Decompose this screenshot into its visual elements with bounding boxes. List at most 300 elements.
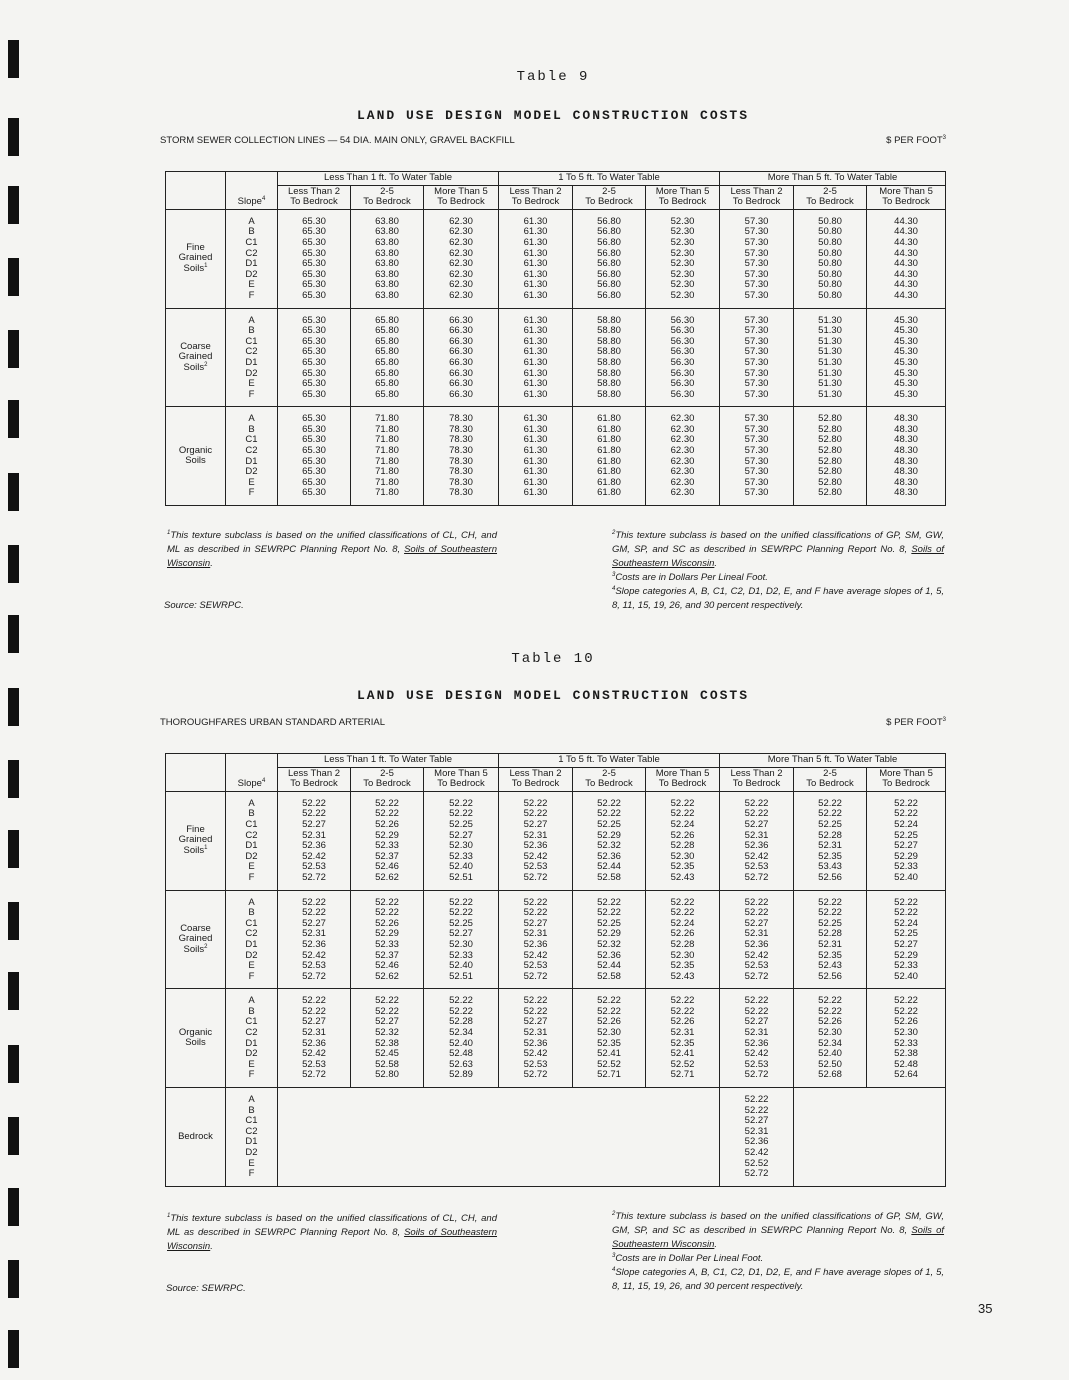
registration-marks [8, 0, 22, 1380]
cost-value: 44.30 [894, 258, 918, 270]
slope-label: C1 [245, 1115, 258, 1127]
cost-value: 44.30 [894, 289, 918, 301]
cost-value: 52.35 [670, 861, 695, 873]
soil-section-row [166, 308, 946, 407]
table-10-footnote-4: $^4$Slope categories A, B, C1, C2, D1, D2, E, and F have average slopes of 1, 5, 8, 11, 15, 19, 26, and 30 percent respectively. [612, 1266, 944, 1292]
table-9-subtitle: STORM SEWER COLLECTION LINES — 54 DIA. MAIN ONLY, GRAVEL BACKFILL [160, 135, 515, 146]
cost-value: 52.22 [744, 896, 769, 908]
cost-value: 62.30 [449, 289, 473, 301]
cost-values-cell [720, 791, 794, 890]
soil-type-label: Fine Grained Soils$^1$ [166, 791, 226, 890]
cost-value: 65.30 [302, 289, 326, 301]
cost-value: 52.43 [818, 960, 842, 972]
cost-value: 52.36 [523, 840, 548, 852]
slope-label: A [248, 797, 255, 809]
cost-value: 52.36 [597, 850, 621, 862]
cost-values-cell [499, 407, 573, 506]
cost-value: 52.72 [523, 871, 548, 883]
cost-value: 66.30 [449, 335, 473, 347]
cost-value: 62.30 [670, 445, 695, 457]
cost-value: 61.80 [597, 434, 621, 446]
slope-label: C1 [245, 335, 258, 347]
table-9-footnote-4: $^4$Slope categories A, B, C1, C2, D1, D2, E, and F have average slopes of 1, 5, 8, 11, 15, 19, 26, and 30 percent respectively. [612, 585, 944, 611]
cost-values-cell [424, 308, 499, 407]
cost-value: 52.62 [375, 871, 399, 883]
cost-values-cell [499, 989, 573, 1088]
cost-value: 61.30 [523, 335, 548, 347]
cost-value: 52.37 [375, 949, 399, 961]
cost-value: 52.27 [744, 818, 769, 830]
bedrock-depth-header: More Than 5 To Bedrock [424, 767, 499, 791]
cost-values-cell [351, 791, 424, 890]
cost-value: 52.24 [670, 818, 695, 830]
cost-value: 52.36 [302, 840, 326, 852]
cost-value: 66.30 [449, 367, 473, 379]
cost-value: 52.33 [375, 840, 399, 852]
cost-value: 61.30 [523, 476, 548, 488]
cost-value: 78.30 [449, 413, 473, 425]
table-10-unit: $ PER FOOT$^3$ [886, 716, 946, 728]
cost-value: 52.64 [894, 1069, 918, 1081]
cost-value: 52.33 [894, 960, 918, 972]
slope-label: B [248, 325, 255, 337]
cost-values-cell [351, 209, 424, 308]
cost-value: 52.22 [670, 907, 695, 919]
cost-value: 61.30 [523, 268, 548, 280]
cost-value: 63.80 [375, 236, 399, 248]
slope-label: F [248, 487, 255, 499]
cost-value: 52.43 [670, 970, 695, 982]
cost-value: 52.30 [670, 268, 695, 280]
water-table-group-header: Less Than 1 ft. To Water Table [278, 754, 499, 768]
table-9-footnote-2: $^2$This texture subclass is based on the unified classifications of GP, SM, GW, GM, SP, and SC as described in SEWRPC Planning Report No. 8, Soils of Southeastern Wisconsin. [612, 529, 945, 569]
cost-value: 52.22 [670, 1005, 695, 1017]
cost-value: 52.30 [670, 289, 695, 301]
cost-value: 56.30 [670, 314, 695, 326]
cost-value: 57.30 [744, 335, 769, 347]
cost-value: 65.30 [302, 325, 326, 337]
cost-value: 61.30 [523, 314, 548, 326]
cost-value: 61.30 [523, 445, 548, 457]
cost-value: 65.30 [302, 268, 326, 280]
cost-values-cell [794, 308, 867, 407]
slope-categories [226, 890, 278, 989]
slope-categories [226, 407, 278, 506]
cost-value: 71.80 [375, 413, 399, 425]
cost-value: 52.28 [818, 928, 842, 940]
cost-value: 52.38 [894, 1048, 918, 1060]
cost-value: 52.42 [302, 850, 326, 862]
slope-header-placeholder [226, 172, 278, 210]
cost-value: 52.22 [523, 808, 548, 820]
bedrock-depth-header: Less Than 2 To Bedrock [499, 767, 573, 791]
cost-value: 61.30 [523, 378, 548, 390]
cost-value: 65.80 [375, 388, 399, 400]
cost-values-cell [573, 407, 646, 506]
slope-label: C2 [245, 1125, 258, 1137]
cost-value: 52.22 [523, 995, 548, 1007]
cost-value: 50.80 [818, 247, 842, 259]
cost-value: 52.26 [670, 1016, 695, 1028]
cost-value: 52.33 [894, 1037, 918, 1049]
cost-values-cell [424, 407, 499, 506]
cost-value: 57.30 [744, 434, 769, 446]
cost-value: 45.30 [894, 367, 918, 379]
cost-value: 52.33 [375, 938, 399, 950]
cost-value: 61.30 [523, 226, 548, 238]
slope-label: B [248, 423, 255, 435]
cost-value: 50.80 [818, 289, 842, 301]
cost-value: 52.22 [818, 995, 842, 1007]
cost-value: 52.25 [449, 917, 473, 929]
cost-value: 51.30 [818, 356, 842, 368]
cost-value: 61.80 [597, 413, 621, 425]
cost-value: 52.29 [597, 928, 621, 940]
bedrock-depth-header: 2-5 To Bedrock [351, 767, 424, 791]
water-table-group-header: More Than 5 ft. To Water Table [720, 172, 946, 186]
cost-value: 78.30 [449, 476, 473, 488]
cost-value: 52.27 [744, 917, 769, 929]
soil-header-cell [166, 754, 226, 792]
water-table-group-header: 1 To 5 ft. To Water Table [499, 172, 720, 186]
cost-value: 52.22 [375, 907, 399, 919]
cost-value: 52.22 [670, 896, 695, 908]
bedrock-depth-header: 2-5 To Bedrock [351, 185, 424, 209]
cost-value: 78.30 [449, 434, 473, 446]
cost-values-cell [499, 308, 573, 407]
cost-value: 52.42 [302, 949, 326, 961]
cost-value: 52.80 [818, 434, 842, 446]
cost-value: 52.53 [302, 1058, 326, 1070]
cost-value: 48.30 [894, 476, 918, 488]
cost-value: 52.40 [894, 871, 918, 883]
cost-values-cell [424, 890, 499, 989]
cost-value: 52.40 [449, 1037, 473, 1049]
cost-value: 63.80 [375, 258, 399, 270]
slope-label: F [248, 289, 255, 301]
bedrock-depth-header: More Than 5 To Bedrock [646, 185, 720, 209]
cost-value: 61.30 [523, 258, 548, 270]
cost-value: 52.41 [597, 1048, 621, 1060]
cost-value: 58.80 [597, 388, 621, 400]
slope-header: Slope$^4$ [237, 196, 266, 208]
cost-value: 52.22 [744, 995, 769, 1007]
cost-value: 52.80 [818, 487, 842, 499]
cost-value: 50.80 [818, 215, 842, 227]
table-10-source: Source: SEWRPC. [166, 1283, 246, 1294]
cost-value: 58.80 [597, 367, 621, 379]
slope-label: D2 [245, 949, 258, 961]
bedrock-depth-header: 2-5 To Bedrock [794, 767, 867, 791]
cost-value: 52.22 [894, 797, 918, 809]
cost-values-cell [499, 890, 573, 989]
cost-value: 52.29 [375, 928, 399, 940]
cost-value: 56.30 [670, 378, 695, 390]
cost-value: 52.27 [302, 1016, 326, 1028]
bedrock-depth-header: More Than 5 To Bedrock [646, 767, 720, 791]
registration-mark [8, 400, 19, 438]
cost-value: 52.27 [302, 818, 326, 830]
cost-value: 57.30 [744, 356, 769, 368]
cost-value: 65.30 [302, 236, 326, 248]
slope-label: C2 [245, 928, 258, 940]
cost-value: 52.72 [744, 970, 769, 982]
slope-label: D2 [245, 466, 258, 478]
cost-value: 52.28 [818, 829, 842, 841]
soil-section-row [166, 1088, 946, 1187]
slope-label: E [248, 960, 255, 972]
cost-value: 52.31 [302, 928, 326, 940]
cost-value: 52.43 [670, 871, 695, 883]
cost-value: 52.72 [302, 1069, 326, 1081]
slope-label: A [248, 215, 255, 227]
cost-value: 52.31 [302, 1027, 326, 1039]
cost-value: 52.30 [670, 236, 695, 248]
table-9-number: Table 9 [516, 69, 590, 85]
slope-categories [226, 1088, 278, 1187]
cost-value: 52.80 [375, 1069, 399, 1081]
cost-value: 52.30 [670, 850, 695, 862]
cost-value: 65.80 [375, 314, 399, 326]
table-10-subtitle: THOROUGHFARES URBAN STANDARD ARTERIAL [160, 717, 386, 728]
cost-values-cell [867, 791, 946, 890]
cost-value: 52.31 [744, 829, 769, 841]
cost-value: 57.30 [744, 215, 769, 227]
slope-label: E [248, 378, 255, 390]
cost-value: 78.30 [449, 445, 473, 457]
cost-value: 50.80 [818, 226, 842, 238]
registration-mark [8, 545, 19, 583]
cost-value: 52.29 [894, 850, 918, 862]
cost-value: 52.22 [449, 1005, 473, 1017]
registration-mark [8, 1117, 19, 1155]
slope-label: D2 [245, 367, 258, 379]
cost-value: 52.26 [894, 1016, 918, 1028]
cost-values-cell [794, 989, 867, 1088]
bedrock-depth-header: More Than 5 To Bedrock [867, 767, 946, 791]
soil-header-cell [166, 172, 226, 210]
cost-value: 52.36 [302, 938, 326, 950]
cost-value: 66.30 [449, 314, 473, 326]
cost-values-cell [867, 989, 946, 1088]
cost-value: 52.72 [523, 1069, 548, 1081]
table-10 [165, 753, 946, 1187]
cost-value: 52.53 [744, 861, 769, 873]
cost-value: 61.30 [523, 236, 548, 248]
cost-value: 52.53 [302, 960, 326, 972]
cost-value: 44.30 [894, 247, 918, 259]
cost-value: 52.26 [375, 917, 399, 929]
cost-value: 65.80 [375, 378, 399, 390]
cost-value: 58.80 [597, 314, 621, 326]
cost-value: 52.33 [449, 949, 473, 961]
cost-value: 52.41 [670, 1048, 695, 1060]
cost-value: 52.22 [744, 808, 769, 820]
cost-value: 71.80 [375, 455, 399, 467]
cost-value: 52.27 [302, 917, 326, 929]
cost-value: 50.80 [818, 258, 842, 270]
cost-value: 52.22 [449, 797, 473, 809]
slope-label: D1 [245, 938, 258, 950]
cost-value: 61.80 [597, 466, 621, 478]
water-table-group-header: 1 To 5 ft. To Water Table [499, 754, 720, 768]
cost-value: 52.31 [523, 829, 548, 841]
cost-value: 61.30 [523, 367, 548, 379]
cost-value: 61.30 [523, 325, 548, 337]
slope-label: B [248, 1104, 255, 1116]
cost-value: 52.46 [375, 960, 399, 972]
cost-value: 52.63 [449, 1058, 473, 1070]
cost-value: 65.80 [375, 325, 399, 337]
cost-value: 61.30 [523, 388, 548, 400]
cost-value: 52.22 [597, 1005, 621, 1017]
slope-label: D2 [245, 1048, 258, 1060]
slope-label: C1 [245, 1016, 258, 1028]
cost-value: 52.30 [818, 1027, 842, 1039]
cost-value: 51.30 [818, 325, 842, 337]
cost-value: 52.22 [818, 808, 842, 820]
cost-value: 52.56 [818, 970, 842, 982]
cost-value: 58.80 [597, 346, 621, 358]
cost-value: 52.36 [744, 840, 769, 852]
cost-value: 44.30 [894, 226, 918, 238]
soil-type-label: Fine Grained Soils$^1$ [166, 209, 226, 308]
cost-value: 52.22 [744, 907, 769, 919]
cost-value: 52.25 [818, 917, 842, 929]
slope-label: C1 [245, 917, 258, 929]
cost-value: 61.30 [523, 215, 548, 227]
cost-values-cell [351, 407, 424, 506]
cost-value: 56.80 [597, 279, 621, 291]
cost-value: 56.30 [670, 346, 695, 358]
cost-value: 66.30 [449, 388, 473, 400]
cost-value: 52.52 [744, 1157, 769, 1169]
registration-mark [8, 40, 19, 78]
cost-value: 52.22 [744, 1104, 769, 1116]
cost-value: 52.30 [449, 840, 473, 852]
cost-value: 63.80 [375, 247, 399, 259]
soil-section-row [166, 407, 946, 506]
cost-value: 58.80 [597, 335, 621, 347]
cost-value: 45.30 [894, 335, 918, 347]
slope-categories [226, 791, 278, 890]
cost-values-cell [278, 791, 351, 890]
cost-value: 52.22 [449, 896, 473, 908]
cost-values-cell [794, 209, 867, 308]
cost-value: 52.25 [894, 829, 918, 841]
cost-value: 52.22 [597, 995, 621, 1007]
cost-value: 52.26 [597, 1016, 621, 1028]
column-header-row [166, 767, 946, 791]
slope-label: E [248, 279, 255, 291]
cost-value: 62.30 [449, 247, 473, 259]
cost-value: 52.30 [670, 226, 695, 238]
cost-value: 51.30 [818, 388, 842, 400]
cost-value: 57.30 [744, 367, 769, 379]
cost-value: 57.30 [744, 226, 769, 238]
registration-mark [8, 473, 19, 511]
cost-value: 52.30 [670, 949, 695, 961]
cost-value: 52.22 [597, 797, 621, 809]
cost-value: 57.30 [744, 325, 769, 337]
slope-header-placeholder [226, 754, 278, 792]
registration-mark [8, 902, 19, 940]
cost-value: 65.30 [302, 226, 326, 238]
slope-label: F [248, 1168, 255, 1180]
cost-value: 52.31 [523, 928, 548, 940]
slope-label: E [248, 861, 255, 873]
cost-value: 52.72 [523, 970, 548, 982]
cost-value: 61.80 [597, 487, 621, 499]
cost-value: 62.30 [449, 279, 473, 291]
slope-label: B [248, 907, 255, 919]
cost-value: 52.27 [449, 829, 473, 841]
cost-value: 52.42 [744, 1048, 769, 1060]
cost-value: 52.31 [744, 928, 769, 940]
cost-value: 57.30 [744, 346, 769, 358]
bedrock-depth-header: Less Than 2 To Bedrock [499, 185, 573, 209]
cost-value: 52.26 [818, 1016, 842, 1028]
cost-value: 52.32 [597, 938, 621, 950]
cost-value: 56.80 [597, 247, 621, 259]
slope-header: Slope$^4$ [237, 778, 266, 790]
cost-value: 52.53 [523, 861, 548, 873]
cost-value: 45.30 [894, 388, 918, 400]
cost-value: 62.30 [670, 455, 695, 467]
cost-value: 57.30 [744, 423, 769, 435]
cost-value: 52.22 [744, 1005, 769, 1017]
cost-values-cell [424, 791, 499, 890]
cost-value: 52.22 [597, 907, 621, 919]
cost-values-cell [573, 308, 646, 407]
registration-mark [8, 330, 19, 368]
cost-value: 62.30 [449, 215, 473, 227]
cost-value: 52.33 [894, 861, 918, 873]
cost-value: 51.30 [818, 314, 842, 326]
cost-values-cell [646, 407, 720, 506]
cost-value: 65.30 [302, 434, 326, 446]
cost-value: 52.46 [375, 861, 399, 873]
slope-label: D1 [245, 258, 258, 270]
slope-label: A [248, 896, 255, 908]
cost-value: 52.44 [597, 861, 621, 873]
cost-value: 52.80 [818, 413, 842, 425]
cost-value: 52.68 [818, 1069, 842, 1081]
slope-label: D1 [245, 840, 258, 852]
slope-label: C2 [245, 346, 258, 358]
group-header-row [166, 172, 946, 186]
cost-values-cell [573, 791, 646, 890]
cost-values-cell [278, 890, 351, 989]
cost-value: 65.30 [302, 247, 326, 259]
slope-label: F [248, 970, 255, 982]
cost-value: 52.31 [302, 829, 326, 841]
table-10-subheading [160, 717, 946, 728]
cost-value: 58.80 [597, 356, 621, 368]
cost-value: 52.36 [302, 1037, 326, 1049]
cost-value: 52.80 [818, 466, 842, 478]
cost-value: 52.42 [302, 1048, 326, 1060]
cost-value: 52.22 [818, 896, 842, 908]
registration-mark [8, 1260, 19, 1298]
cost-values-cell [646, 989, 720, 1088]
cost-values-cell [573, 890, 646, 989]
cost-value: 44.30 [894, 215, 918, 227]
cost-value: 71.80 [375, 423, 399, 435]
cost-value: 52.32 [597, 840, 621, 852]
cost-value: 57.30 [744, 388, 769, 400]
cost-value: 61.80 [597, 476, 621, 488]
